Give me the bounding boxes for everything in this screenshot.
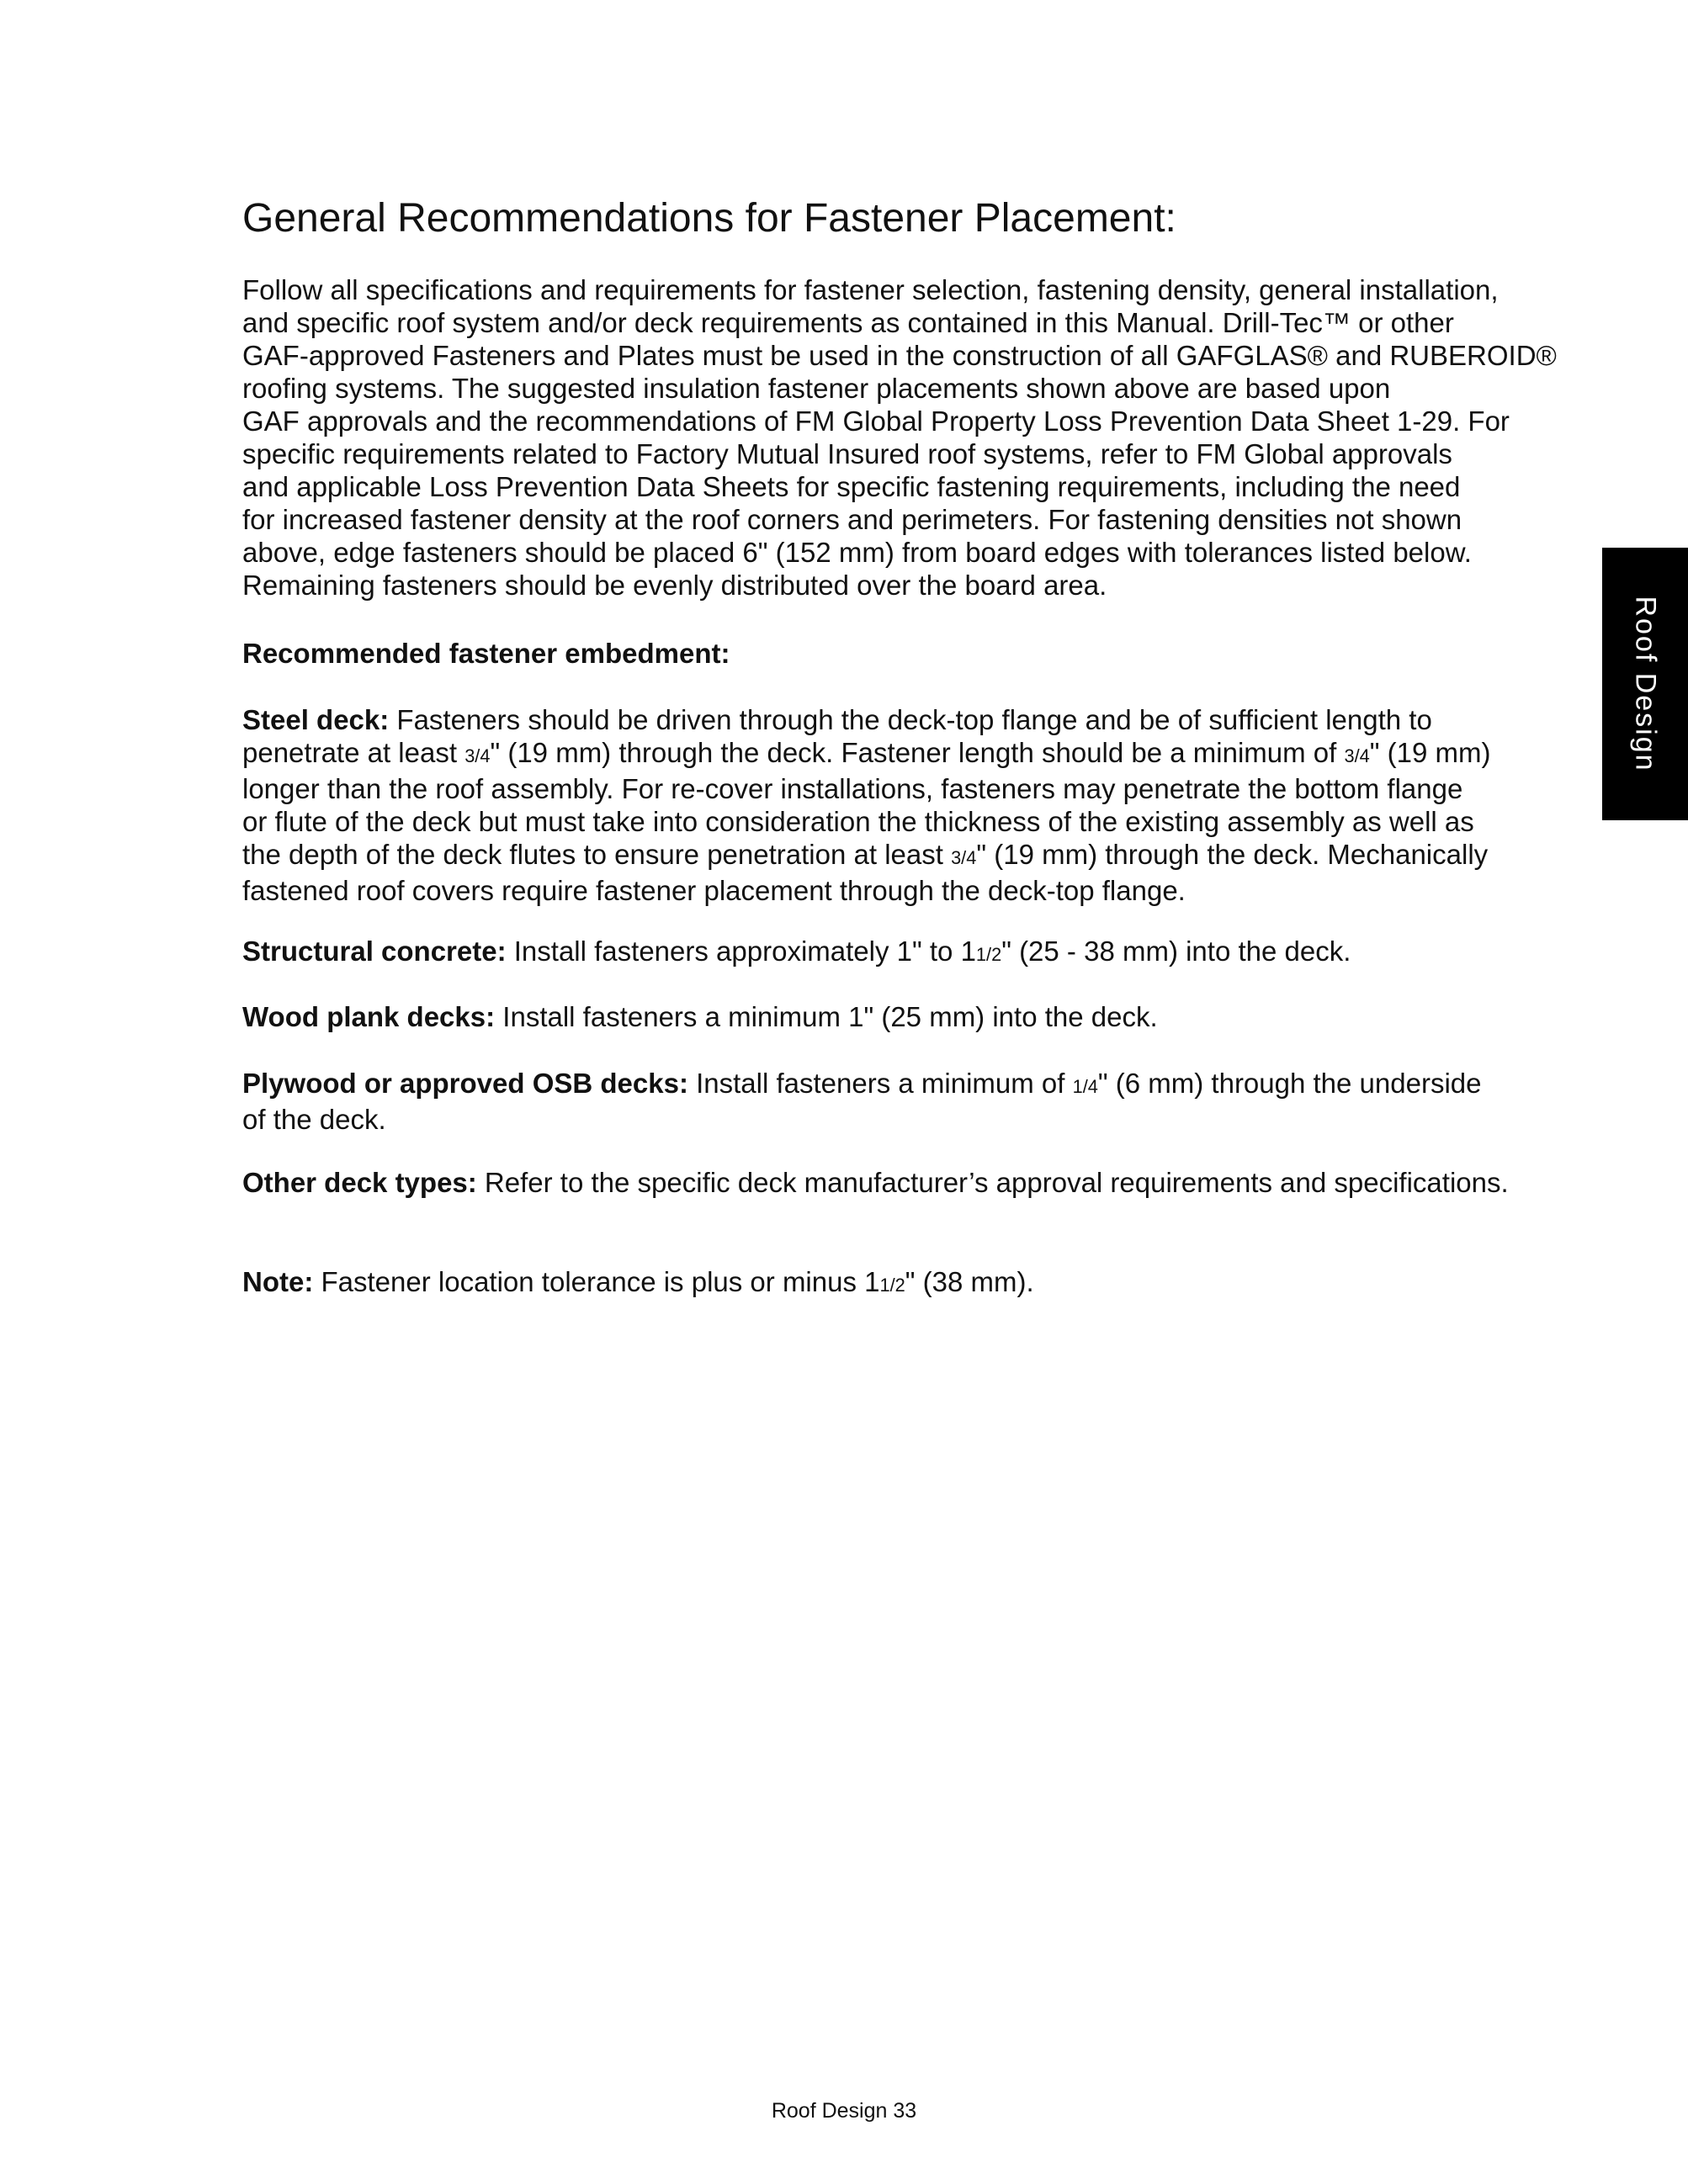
fraction: 3/4 (1344, 745, 1370, 766)
plywood-text: " (6 mm) through the underside (1097, 1068, 1482, 1099)
intro-line: and specific roof system and/or deck requirements as contained in this Manual. Drill-Tec™ or other (242, 307, 1454, 338)
steel-line: fastened roof covers require fastener placement through the deck-top flange. (242, 875, 1186, 906)
steel-text: " (19 mm) through the deck. Mechanically (976, 839, 1489, 870)
intro-line: Remaining fasteners should be evenly distributed over the board area. (242, 570, 1107, 601)
other-deck-paragraph (242, 1166, 1509, 1199)
fraction: 3/4 (464, 745, 491, 766)
concrete-text: Install fasteners approximately 1" to 1 (506, 936, 976, 967)
note-text: Fastener location tolerance is plus or minus 1 (313, 1266, 880, 1297)
note-paragraph (242, 1265, 1488, 1301)
intro-line: and applicable Loss Prevention Data Sheets for specific fastening requirements, including the need (242, 471, 1461, 502)
steel-text: " (19 mm) (1369, 737, 1491, 768)
wood-line (242, 1000, 1488, 1033)
plywood-line: of the deck. (242, 1104, 386, 1135)
steel-text: penetrate at least (242, 737, 465, 768)
embedment-heading: Recommended fastener embedment: (242, 638, 730, 669)
plywood-line (242, 1067, 1488, 1103)
intro-paragraph (242, 273, 1557, 602)
fraction: 1/2 (975, 944, 1002, 965)
steel-text: " (19 mm) through the deck. Fastener length should be a minimum of (490, 737, 1345, 768)
fraction: 3/4 (951, 847, 977, 868)
intro-line: roofing systems. The suggested insulation fastener placements shown above are based upon (242, 373, 1391, 404)
structural-concrete-label: Structural concrete: (242, 936, 507, 967)
page-footer: Roof Design 33 (771, 2099, 917, 2123)
intro-line: for increased fastener density at the roof corners and perimeters. For fastening densities not shown (242, 504, 1462, 535)
note-text: " (38 mm). (905, 1266, 1034, 1297)
steel-line: or flute of the deck but must take into consideration the thickness of the existing assembly as well as (242, 806, 1474, 837)
intro-line: above, edge fasteners should be placed 6" (152 mm) from board edges with tolerances listed below. (242, 537, 1472, 568)
page-title: General Recommendations for Fastener Placement: (242, 196, 1176, 241)
side-tab-label: Roof Design (1629, 596, 1662, 772)
steel-text: the depth of the deck flutes to ensure penetration at least (242, 839, 952, 870)
other-line (242, 1166, 1509, 1199)
steel-line (242, 838, 1488, 874)
intro-line: GAF-approved Fasteners and Plates must be used in the construction of all GAFGLAS® and RUBEROID® (242, 340, 1557, 371)
concrete-line (242, 935, 1488, 971)
concrete-text: " (25 - 38 mm) into the deck. (1001, 936, 1351, 967)
wood-plank-label: Wood plank decks: (242, 1001, 496, 1032)
structural-concrete-paragraph (242, 935, 1488, 971)
plywood-text: Install fasteners a minimum of (687, 1068, 1073, 1099)
plywood-osb-label: Plywood or approved OSB decks: (242, 1068, 688, 1099)
note-label: Note: (242, 1266, 314, 1297)
steel-line (242, 703, 1488, 736)
plywood-osb-paragraph (242, 1067, 1488, 1136)
note-line (242, 1265, 1488, 1301)
intro-line: GAF approvals and the recommendations of FM Global Property Loss Prevention Data Sheet 1-29. For (242, 406, 1510, 437)
intro-line: specific requirements related to Factory Mutual Insured roof systems, refer to FM Global approvals (242, 438, 1452, 469)
steel-line (242, 736, 1491, 772)
steel-text: Fasteners should be driven through the deck-top flange and be of sufficient length to (396, 704, 1432, 735)
steel-deck-label: Steel deck: (242, 704, 390, 735)
fraction: 1/2 (879, 1275, 905, 1296)
fraction: 1/4 (1072, 1076, 1098, 1097)
steel-deck-paragraph (242, 703, 1491, 907)
wood-text: Install fasteners a minimum 1" (25 mm) into the deck. (495, 1001, 1158, 1032)
other-deck-label: Other deck types: (242, 1167, 477, 1198)
intro-line: Follow all specifications and requirements for fastener selection, fastening density, general installation, (242, 274, 1499, 305)
wood-plank-paragraph (242, 1000, 1488, 1033)
other-text: Refer to the specific deck manufacturer’s approval requirements and specifications. (476, 1167, 1509, 1198)
steel-line: longer than the roof assembly. For re-cover installations, fasteners may penetrate the bottom flange (242, 773, 1463, 804)
section-side-tab (1602, 548, 1688, 820)
